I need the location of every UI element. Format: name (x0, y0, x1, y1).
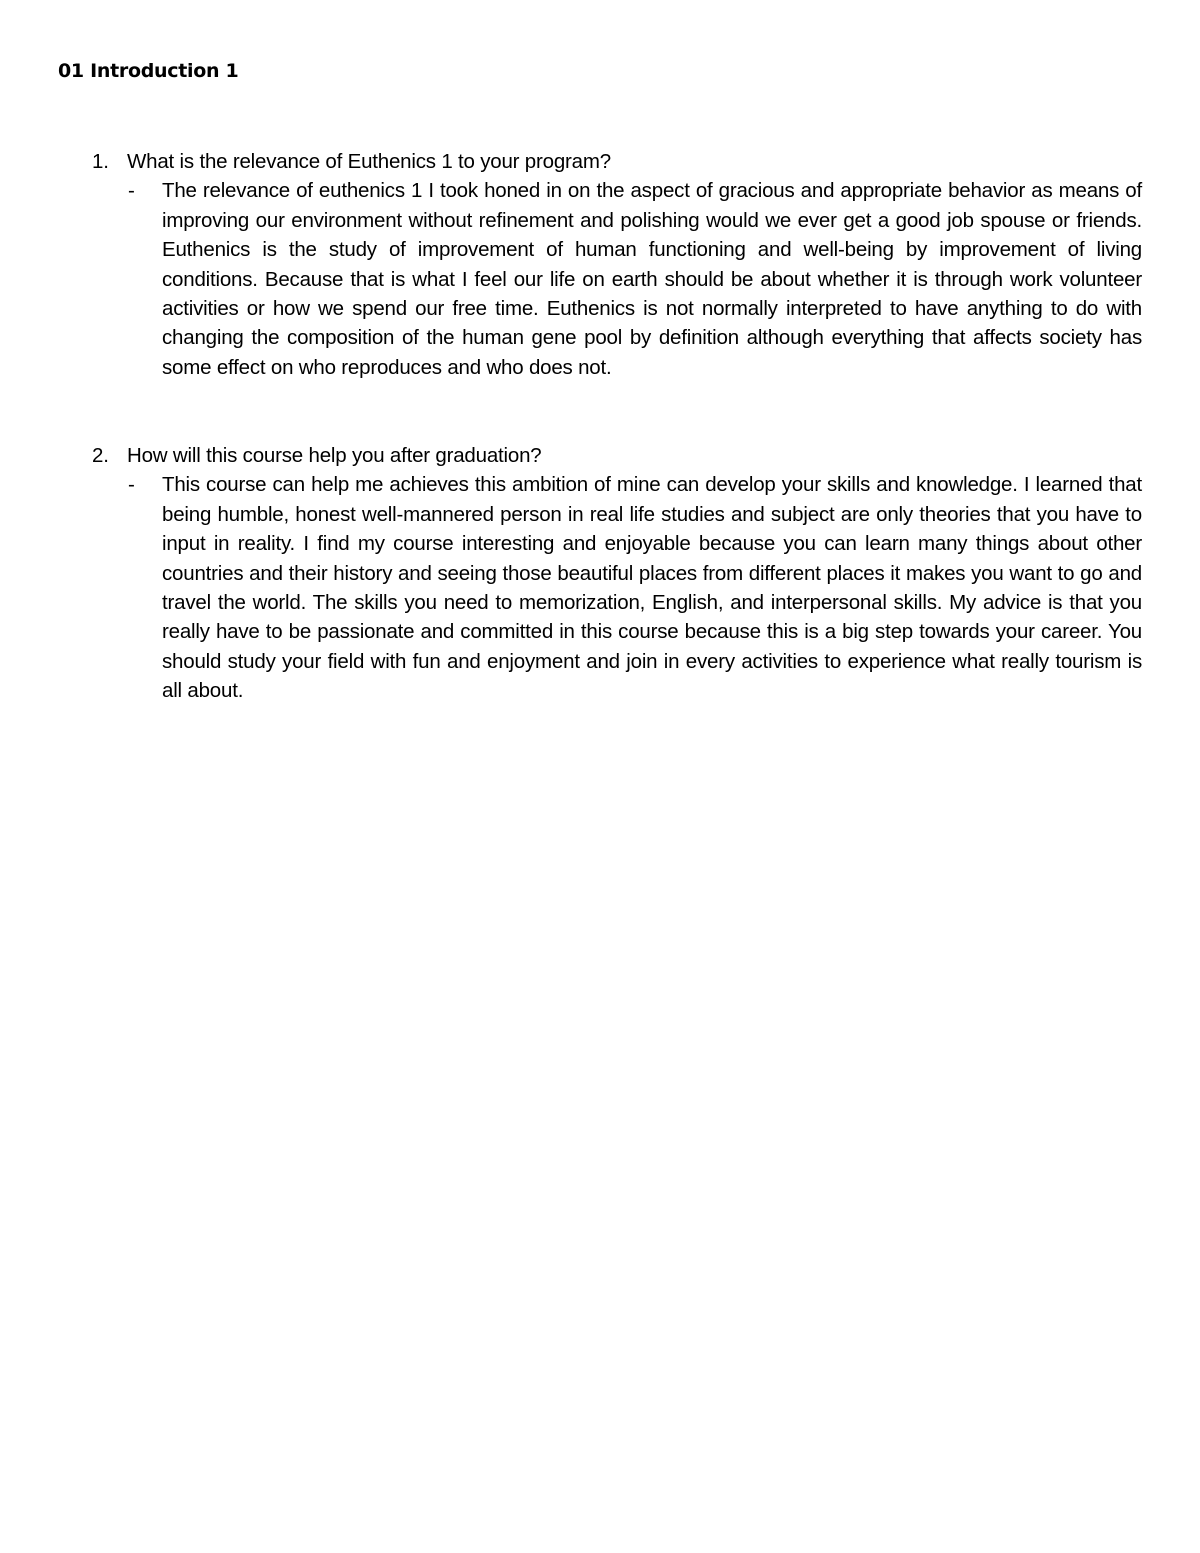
answer-text: The relevance of euthenics 1 I took honed in on the aspect of gracious and appropriate behavior as means of improving our environment without refinement and polishing would we ever get a good job spouse or friends. Euthenics is the study of improvement of human functioning and well-being by improvement of living conditions. Because that is what I feel our life on earth should be about whether it is through work volunteer activities or how we spend our free time. Euthenics is not normally interpreted to have anything to do with changing the composition of the human gene pool by definition although everything that affects society has some effect on who reproduces and who does not. (162, 179, 1142, 379)
answer-block (92, 470, 1142, 705)
question-number: 1. (92, 150, 109, 173)
answer-text: This course can help me achieves this ambition of mine can develop your skills and knowledge. I learned that being humble, honest well-mannered person in real life studies and subject are only theories that you have to input in reality. I find my course interesting and enjoyable because you can learn many things about other countries and their history and seeing those beautiful places from different places it makes you want to go and travel the world. The skills you need to memorization, English, and interpersonal skills. My advice is that you really have to be passionate and committed in this course because this is a big step towards your career. You should study your field with fun and enjoyment and join in every activities to experience what really tourism is all about. (162, 473, 1142, 703)
document-title: 01 Introduction 1 (58, 60, 239, 82)
question-text: What is the relevance of Euthenics 1 to your program? (127, 150, 611, 173)
bullet-dash: - (128, 473, 135, 497)
bullet-dash: - (128, 179, 135, 203)
question-number: 2. (92, 444, 109, 467)
answer-block (92, 176, 1142, 382)
question-item-2 (92, 441, 1142, 706)
question-item-1 (92, 147, 1142, 382)
question-text: How will this course help you after graduation? (127, 444, 542, 467)
question-line (92, 441, 1142, 470)
question-line (92, 147, 1142, 176)
